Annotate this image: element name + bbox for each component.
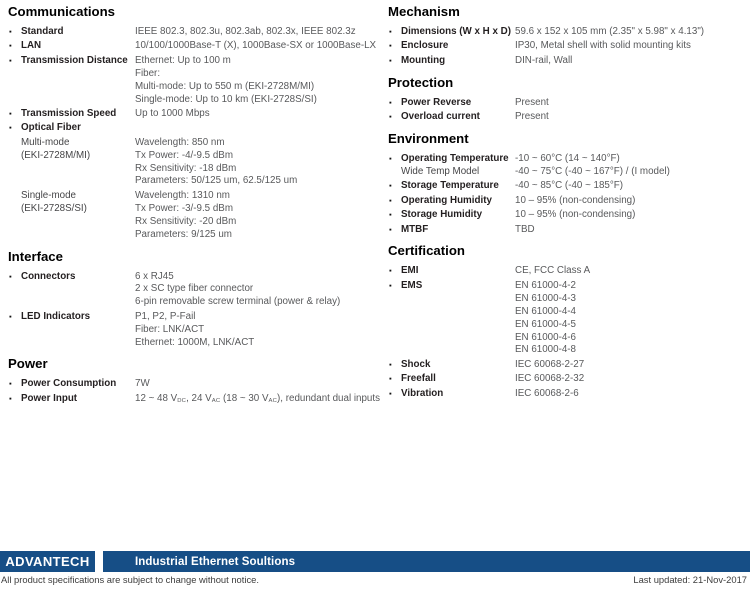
spec-label: Standard: [21, 26, 64, 37]
bullet-icon: ▪: [9, 311, 12, 321]
bullet-icon: ▪: [389, 374, 392, 384]
section-title: Certification: [388, 243, 465, 259]
spec-sublabel: Single-mode: [21, 189, 77, 201]
spec-value: 59.6 x 152 x 105 mm (2.35" x 5.98" x 4.13"): [515, 26, 705, 37]
spec-label: LAN: [21, 40, 42, 52]
spec-value: P1, P2, P-Fail Fiber: LNK/ACT Ethernet: 1000M, LNK/ACT: [135, 310, 255, 348]
spec-section: [8, 4, 380, 242]
spec-value: Present: [515, 96, 549, 108]
spec-label: LED Indicators: [21, 310, 91, 322]
spec-value: 12 ~ 48 $V_{DC}$, 24 $V_{AC}$ (18 ~ 30 $V_{AC}$), redundant dual inputs: [135, 392, 380, 404]
spec-label: EMI: [401, 265, 419, 277]
disclaimer-text: All product specifications are subject to change without notice.: [1, 574, 259, 585]
spec-label: Operating Humidity: [401, 194, 492, 206]
spec-value: Up to 1000 Mbps: [135, 107, 210, 119]
section-title: Protection: [388, 74, 454, 90]
spec-label: Operating Temperature: [401, 153, 509, 165]
bullet-icon: ▪: [389, 280, 392, 290]
spec-label: EMS: [401, 279, 423, 291]
advantech-logo: [0, 551, 95, 572]
footer-banner-title: Industrial Ethernet Soultions: [135, 555, 296, 568]
section-title: Communications: [8, 4, 115, 19]
bullet-icon: ▪: [389, 388, 392, 398]
footer-bar: [0, 551, 750, 572]
bullet-icon: ▪: [9, 41, 12, 51]
bullet-icon: ▪: [9, 379, 12, 389]
spec-row: [8, 55, 380, 107]
section-title: Mechanism: [388, 4, 460, 19]
bullet-icon: ▪: [9, 27, 12, 36]
section-title: Power: [8, 356, 48, 372]
spec-label: Enclosure: [401, 40, 449, 52]
bullet-icon: ▪: [389, 224, 392, 234]
bullet-icon: ▪: [9, 55, 12, 65]
spec-label: Optical Fiber: [21, 122, 81, 134]
spec-row: [8, 311, 380, 350]
spec-row: [388, 180, 742, 193]
spec-value: 10 – 95% (non-condensing): [515, 194, 636, 206]
spec-row: [388, 265, 742, 278]
spec-label: Vibration: [401, 387, 444, 399]
spec-value: IEC 60068-2-6: [515, 387, 579, 399]
bullet-icon: ▪: [389, 210, 392, 220]
bullet-icon: ▪: [389, 154, 392, 164]
spec-row: [388, 373, 742, 386]
spec-section: [388, 75, 742, 124]
spec-label: Transmission Distance: [21, 54, 128, 66]
spec-value: DIN-rail, Wall: [515, 54, 573, 66]
spec-label: Shock: [401, 358, 431, 370]
spec-section: [8, 356, 380, 405]
bullet-icon: ▪: [389, 55, 392, 65]
bullet-icon: ▪: [389, 41, 392, 51]
spec-row: [8, 122, 380, 135]
bullet-icon: ▪: [389, 112, 392, 122]
spec-value: Ethernet: Up to 100 m Fiber: Multi-mode: Up to 550 m (EKI-2728M/MI) Single-mode: Up to 10 km (EKI-2728S/SI): [135, 54, 317, 105]
spec-value: EN 61000-4-2 EN 61000-4-3 EN 61000-4-4 EN 61000-4-5 EN 61000-4-6 EN 61000-4-8: [515, 279, 576, 356]
spec-value: [135, 122, 380, 135]
spec-label: Power Consumption: [21, 378, 117, 390]
bullet-icon: ▪: [389, 266, 392, 276]
spec-label: Storage Temperature: [401, 180, 499, 192]
spec-row: [8, 26, 380, 39]
spec-row: [388, 97, 742, 110]
spec-label: MTBF: [401, 223, 429, 235]
advantech-logo-text: ADVANTECH: [5, 554, 90, 569]
spec-column: [388, 4, 742, 413]
spec-sublabel: (EKI-2728M/MI): [21, 149, 91, 161]
spec-row: [388, 26, 742, 39]
spec-label: Mounting: [401, 54, 446, 66]
bullet-icon: ▪: [9, 108, 12, 118]
spec-value: IP30, Metal shell with solid mounting kits: [515, 40, 691, 52]
spec-value: 10/100/1000Base-T (X), 1000Base-SX or 1000Base-LX: [135, 40, 377, 52]
spec-value: Present: [515, 111, 549, 123]
spec-value: 7W: [135, 378, 150, 390]
spec-row: [8, 271, 380, 310]
spec-row: [8, 393, 380, 406]
spec-value: 6 x RJ45 2 x SC type fiber connector 6-pin removable screw terminal (power & relay): [135, 270, 341, 308]
spec-row: [388, 209, 742, 222]
spec-sublabel: Wide Temp Model: [401, 165, 480, 177]
spec-label: Connectors: [21, 270, 76, 282]
spec-value: -40 ~ 85°C (-40 ~ 185°F): [515, 180, 624, 192]
spec-value: CE, FCC Class A: [515, 265, 591, 277]
spec-value: IEC 60068-2-32: [515, 373, 585, 385]
spec-row: [388, 40, 742, 53]
spec-row: [388, 388, 742, 401]
last-updated-text: Last updated: 21-Nov-2017: [633, 574, 747, 585]
spec-value: IEEE 802.3, 802.3u, 802.3ab, 802.3x, IEEE 802.3z: [135, 26, 356, 37]
spec-row: [388, 280, 742, 357]
spec-row: [388, 359, 742, 372]
bullet-icon: ▪: [389, 181, 392, 191]
spec-label: Storage Humidity: [401, 209, 483, 221]
spec-section: [388, 243, 742, 400]
footer-banner: [103, 551, 750, 572]
bullet-icon: ▪: [9, 123, 12, 133]
spec-row: [8, 40, 380, 53]
spec-value: IEC 60068-2-27: [515, 358, 585, 370]
spec-value: -10 ~ 60°C (14 ~ 140°F) -40 ~ 75°C (-40 ~ 167°F) / (I model): [515, 153, 670, 177]
spec-label: Power Reverse: [401, 96, 472, 108]
section-title: Interface: [8, 248, 63, 264]
spec-sublabel: (EKI-2728S/SI): [21, 202, 87, 214]
bullet-icon: ▪: [9, 271, 12, 281]
bullet-icon: ▪: [389, 195, 392, 205]
bullet-icon: ▪: [9, 393, 12, 403]
spec-row: [8, 137, 380, 189]
spec-row: [388, 153, 742, 179]
spec-sublabel: Multi-mode: [21, 136, 70, 148]
spec-row: [8, 108, 380, 121]
bullet-icon: ▪: [389, 27, 392, 36]
spec-label: Dimensions (W x H x D): [401, 26, 511, 37]
spec-section: [8, 249, 380, 350]
spec-section: [388, 4, 742, 68]
footnotes: [1, 574, 747, 586]
spec-row: [388, 55, 742, 68]
spec-label: Overload current: [401, 111, 480, 123]
spec-value: Wavelength: 1310 nm Tx Power: -3/-9.5 dBm Rx Sensitivity: -20 dBm Parameters: 9/125 um: [135, 189, 237, 240]
spec-row: [388, 224, 742, 237]
spec-row: [388, 111, 742, 124]
spec-label: Transmission Speed: [21, 107, 117, 119]
section-title: Environment: [388, 131, 469, 147]
spec-label: Freefall: [401, 373, 436, 385]
spec-column: [8, 4, 380, 413]
bullet-icon: ▪: [389, 97, 392, 107]
spec-label: Power Input: [21, 392, 78, 404]
spec-value: Wavelength: 850 nm Tx Power: -4/-9.5 dBm Rx Sensitivity: -18 dBm Parameters: 50/125 um, 62.5/125 um: [135, 136, 298, 187]
spec-row: [388, 195, 742, 208]
logo-banner-gap: [95, 551, 103, 572]
spec-value: TBD: [515, 223, 535, 235]
spec-section: [388, 131, 742, 236]
spec-row: [8, 190, 380, 242]
bullet-icon: ▪: [389, 359, 392, 369]
spec-value: 10 – 95% (non-condensing): [515, 209, 636, 221]
spec-row: [8, 378, 380, 391]
